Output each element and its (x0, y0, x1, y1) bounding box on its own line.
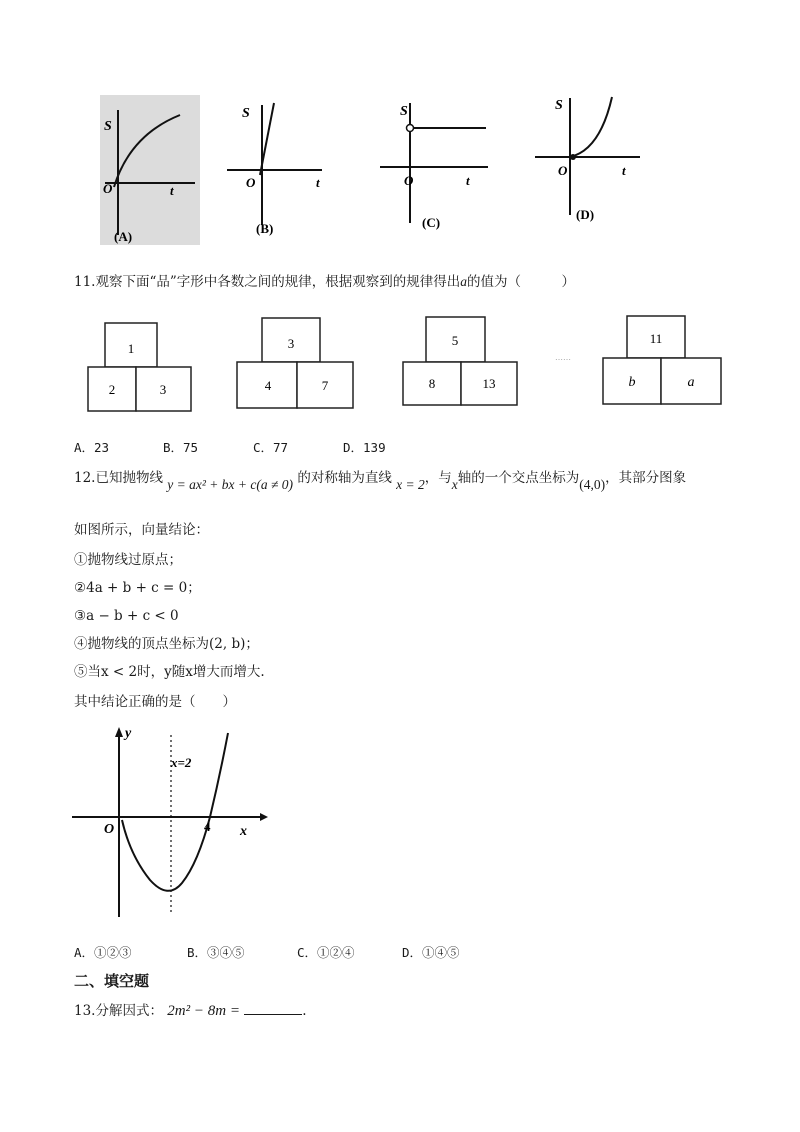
q11-text-end: 的值为（ ） (467, 274, 576, 290)
q12-statement-3: ③a − b + c < 0 (74, 608, 179, 624)
graph-caption: (A) (114, 229, 133, 244)
t-label: t (316, 175, 320, 190)
q12-ask: 其中结论正确的是（ ） (74, 694, 236, 710)
graph-d (530, 95, 645, 245)
pin-left: b (628, 375, 636, 390)
pin-left: 4 (264, 378, 272, 393)
pin-figure-3 (403, 317, 517, 405)
graph-caption: (C) (422, 215, 441, 230)
q12-text: 的对称轴为直线 (297, 470, 392, 486)
origin-label: O (104, 822, 115, 837)
pin-top: 1 (127, 341, 135, 356)
graph-c (378, 95, 498, 245)
pin-figure-4 (603, 316, 721, 404)
q13-stem (74, 1000, 307, 1021)
q11-text: 11.观察下面“品”字形中各数之间的规律，根据观察到的规律得出 (74, 274, 461, 290)
origin-label: O (246, 175, 256, 190)
q12-x-var: x (451, 477, 458, 492)
origin-label: O (103, 181, 113, 196)
s-label: S (400, 104, 408, 119)
pin-right: 3 (159, 382, 167, 397)
intercept-label: 4 (204, 819, 211, 834)
pin-right: 13 (482, 376, 496, 391)
q12-equation: y = ax² + bx + c(a ≠ 0) (167, 477, 294, 492)
q12-stem (74, 468, 744, 492)
q12-statement-1: ①抛物线过原点； (74, 552, 182, 568)
s-label: S (242, 106, 250, 121)
graph-caption: (D) (576, 207, 595, 222)
t-label: t (622, 163, 626, 178)
q12-point: (4,0) (579, 477, 606, 492)
pin-figures (85, 315, 725, 415)
answer-blank[interactable] (244, 1000, 302, 1015)
graph-options-row (100, 95, 640, 245)
section-heading: 二、填空题 (74, 972, 150, 990)
q11-option-d[interactable]: D．139 (343, 440, 386, 455)
graph-b (222, 95, 332, 245)
t-label: t (466, 173, 470, 188)
q12-statement-2: ②4a + b + c = 0； (74, 580, 201, 596)
q12-parabola-graph (70, 725, 270, 920)
q12-option-c[interactable]: C．①②④ (297, 945, 355, 960)
pin-right: a (687, 375, 695, 390)
y-axis-label: y (125, 726, 132, 741)
q12-statement-4: ④抛物线的顶点坐标为(2, b)； (74, 636, 259, 652)
pin-figure-1 (88, 323, 191, 411)
q11-option-a[interactable]: A．23 (74, 440, 110, 455)
pin-left: 8 (428, 376, 436, 391)
x-axis-label: x (240, 824, 247, 839)
ellipsis: …… (555, 353, 571, 362)
q12-line2: 如图所示，向量结论： (74, 522, 209, 538)
s-label: S (555, 98, 563, 113)
q12-statement-5: ⑤当x < 2时，y随x增大而增大. (74, 664, 265, 680)
q13-prefix: 13.分解因式： (74, 1003, 163, 1019)
q11-option-b[interactable]: B．75 (163, 440, 199, 455)
q11-option-c[interactable]: C．77 (253, 440, 289, 455)
q12-axis-eq: x = 2 (396, 477, 425, 492)
graph-a (100, 95, 200, 245)
pin-figure-2 (237, 318, 353, 408)
origin-label: O (558, 163, 568, 178)
graph-caption: (B) (256, 221, 274, 236)
pin-top: 11 (649, 331, 663, 346)
pin-top: 3 (287, 336, 295, 351)
q12-text: ，其部分图象 (605, 470, 687, 486)
q11-var: a (460, 274, 468, 289)
pin-right: 7 (321, 378, 329, 393)
q12-option-a[interactable]: A．①②③ (74, 945, 132, 960)
q12-text: 12.已知抛物线 (74, 470, 163, 486)
q12-option-b[interactable]: B．③④⑤ (187, 945, 245, 960)
q13-expr: 2m² − 8m = (167, 1003, 240, 1019)
q12-text: 轴的一个交点坐标为 (457, 470, 580, 486)
pin-left: 2 (108, 382, 116, 397)
q12-text: ，与 (424, 470, 452, 486)
q13-suffix: . (302, 1003, 307, 1019)
origin-label: O (404, 173, 414, 188)
q12-option-d[interactable]: D．①④⑤ (402, 945, 460, 960)
s-label: S (104, 119, 112, 134)
symmetry-axis-label: x=2 (171, 755, 192, 770)
t-label: t (170, 183, 174, 198)
q11-stem (74, 272, 575, 292)
pin-top: 5 (451, 333, 459, 348)
